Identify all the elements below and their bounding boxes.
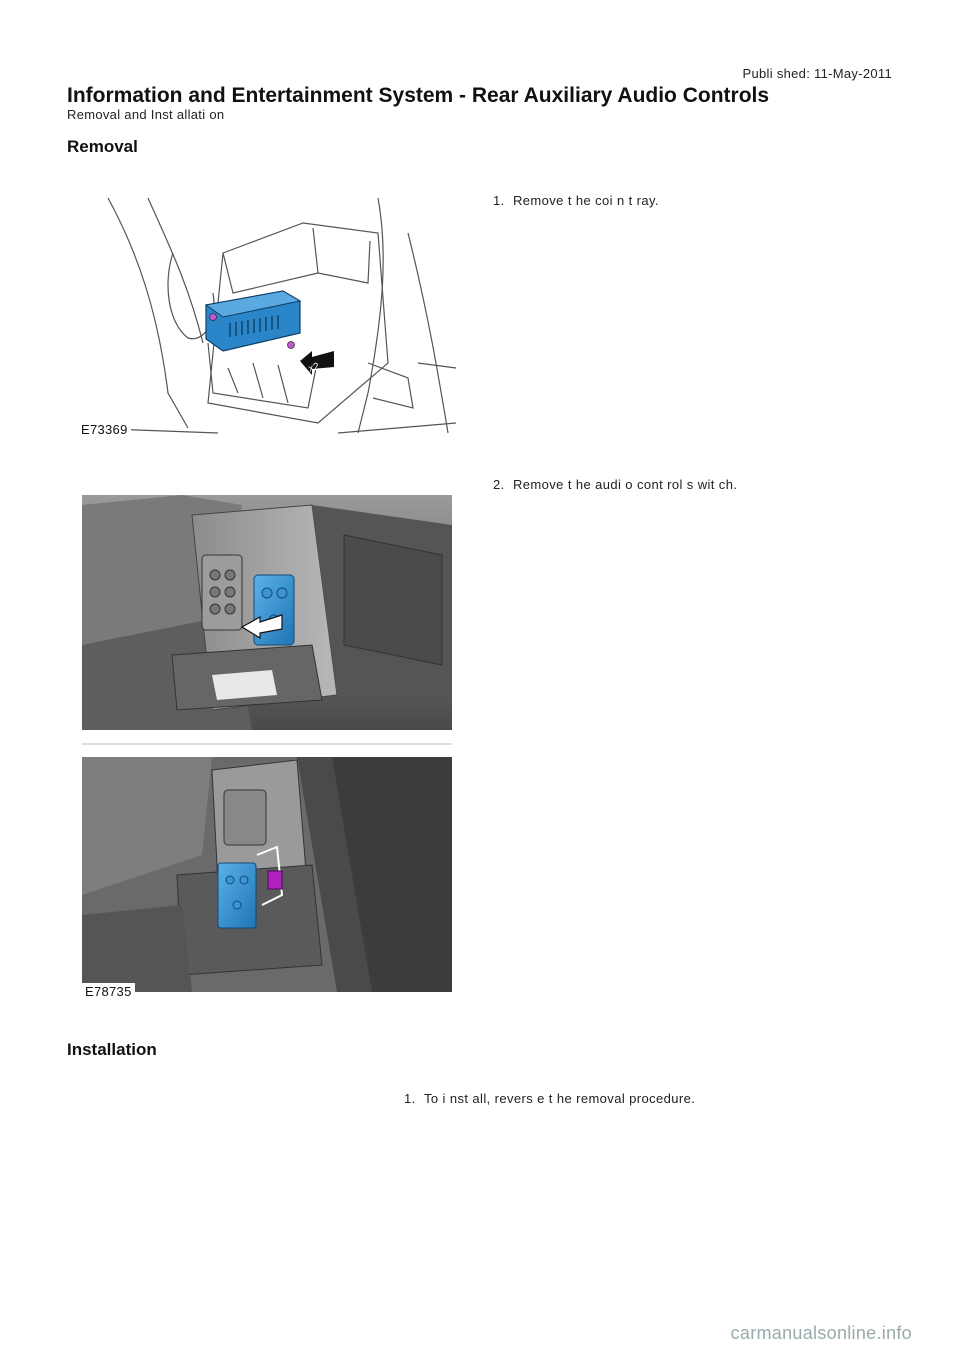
removal-step-1 bbox=[493, 193, 659, 208]
figure-coin-tray bbox=[78, 193, 458, 438]
watermark: carmanualsonline.info bbox=[730, 1323, 912, 1343]
step-text: Remove t he audi o cont rol s wit ch. bbox=[513, 477, 738, 492]
coin-tray-illustration bbox=[78, 193, 458, 438]
step-text: To i nst all, revers e t he removal procedure. bbox=[424, 1091, 696, 1106]
step-text: Remove t he coi n t ray. bbox=[513, 193, 659, 208]
published-date: Publi shed: 11-May-2011 bbox=[742, 66, 892, 81]
page-subtitle: Removal and Inst allati on bbox=[67, 107, 225, 122]
installation-step-1 bbox=[404, 1091, 695, 1106]
figure-code-2: E78735 bbox=[82, 983, 135, 1000]
removal-step-2 bbox=[493, 477, 737, 492]
step-number: 1. bbox=[493, 193, 505, 208]
audio-switch-illustration bbox=[82, 495, 457, 1000]
page-title: Information and Entertainment System - Rear Auxiliary Audio Controls bbox=[67, 84, 770, 107]
figure-code-1: E73369 bbox=[78, 421, 131, 438]
x2-label: x2 bbox=[307, 361, 321, 375]
removal-heading: Removal bbox=[67, 137, 138, 156]
figure-audio-switch bbox=[82, 495, 457, 1000]
step-number: 2. bbox=[493, 477, 505, 492]
x2-callout bbox=[300, 351, 334, 375]
installation-heading: Installation bbox=[67, 1040, 157, 1059]
step-number: 1. bbox=[404, 1091, 416, 1106]
